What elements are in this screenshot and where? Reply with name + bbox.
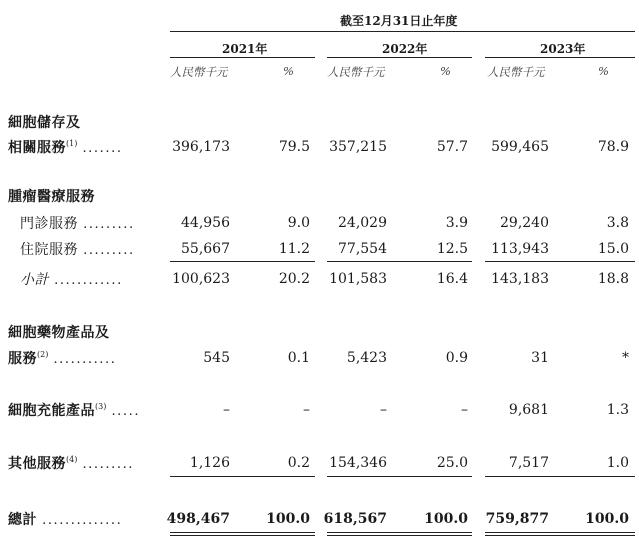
- total-double-rule: [327, 532, 472, 533]
- row-label-cell-drug-line2: 服務: [8, 351, 37, 367]
- cell: 3.8: [606, 215, 629, 231]
- unit-rmb-2022: 人民幣千元: [327, 65, 385, 79]
- cell: 20.2: [278, 271, 310, 287]
- row-label-text: 小計: [20, 272, 49, 288]
- cell: 0.1: [287, 350, 310, 366]
- cell: 357,215: [329, 139, 387, 155]
- cell: –: [380, 402, 387, 418]
- unit-pct-2023: %: [598, 64, 609, 78]
- leader-dots: ............: [54, 273, 123, 288]
- footnote-marker-3: (3): [95, 402, 107, 411]
- cell: 79.5: [278, 139, 310, 155]
- cell: 18.8: [597, 271, 629, 287]
- subtotal-rule: [327, 261, 472, 262]
- cell: 1.0: [606, 455, 629, 471]
- row-label-text: 門診服務: [20, 216, 78, 232]
- leader-dots: .........: [83, 217, 135, 232]
- cell: 1.3: [606, 402, 629, 418]
- cell: 15.0: [597, 241, 629, 257]
- cell: 77,554: [338, 241, 387, 257]
- row-label-cell-storage-line2: 相關服務: [8, 140, 66, 156]
- cell: *: [622, 350, 629, 366]
- cell: 12.5: [436, 241, 468, 257]
- total-top-rule: [485, 476, 635, 477]
- cell: 5,423: [346, 350, 387, 366]
- unit-pct-2021: %: [283, 64, 294, 78]
- year-2022-header: 2022年: [382, 42, 428, 56]
- row-label-inpatient: [20, 239, 135, 259]
- section-label-oncology: 腫瘤醫療服務: [8, 189, 95, 205]
- cell: 78.9: [597, 139, 629, 155]
- cell: –: [461, 402, 468, 418]
- cell: 9,681: [508, 402, 549, 418]
- unit-pct-2022: %: [440, 64, 451, 78]
- subtotal-rule: [485, 261, 635, 262]
- row-label-cell-drug: [8, 348, 117, 368]
- cell: 25.0: [436, 455, 468, 471]
- year-2023-header: 2023年: [540, 42, 586, 56]
- leader-dots: ..............: [42, 513, 123, 528]
- leader-dots: .......: [82, 141, 123, 156]
- cell: 24,029: [338, 215, 387, 231]
- cell: 1,126: [189, 455, 230, 471]
- cell: 44,956: [181, 215, 230, 231]
- cell: 100.0: [585, 511, 629, 527]
- leader-dots: .....: [111, 404, 141, 419]
- cell: 154,346: [329, 455, 387, 471]
- cell: 31: [531, 350, 549, 366]
- cell: 7,517: [508, 455, 549, 471]
- cell: 57.7: [436, 139, 468, 155]
- cell: 113,943: [491, 241, 549, 257]
- row-label-outpatient: [20, 213, 135, 233]
- row-label-cell-storage-line1: 細胞儲存及: [8, 115, 81, 131]
- total-double-rule: [170, 532, 315, 533]
- cell: 143,183: [491, 271, 549, 287]
- unit-rmb-2021: 人民幣千元: [170, 65, 228, 79]
- unit-rmb-2023: 人民幣千元: [487, 65, 545, 79]
- footnote-marker-2: (2): [37, 350, 49, 359]
- year-2023-rule: [485, 57, 635, 58]
- leader-dots: .........: [83, 243, 135, 258]
- footnote-marker-4: (4): [66, 455, 78, 464]
- leader-dots: ...........: [53, 352, 117, 367]
- cell: 599,465: [491, 139, 549, 155]
- subtotal-rule: [170, 261, 315, 262]
- period-rule: [170, 31, 635, 32]
- year-2021-rule: [170, 57, 315, 58]
- cell: 0.2: [287, 455, 310, 471]
- row-label-total: [8, 509, 122, 529]
- footnote-marker-1: (1): [66, 139, 78, 148]
- period-header: 截至12月31日止年度: [340, 14, 458, 28]
- cell: 55,667: [181, 241, 230, 257]
- cell: 101,583: [329, 271, 387, 287]
- leader-dots: .........: [82, 457, 135, 472]
- cell: 396,173: [172, 139, 230, 155]
- total-top-rule: [327, 476, 472, 477]
- row-label-cell-storage: [8, 137, 123, 157]
- cell: 100,623: [172, 271, 230, 287]
- cell: 759,877: [485, 511, 549, 527]
- cell: 9.0: [287, 215, 310, 231]
- row-label-text: 住院服務: [20, 242, 78, 258]
- cell: 498,467: [166, 511, 230, 527]
- year-2022-rule: [327, 57, 472, 58]
- row-label-text: 細胞充能產品: [8, 403, 95, 419]
- total-double-rule: [485, 535, 635, 536]
- cell: 11.2: [278, 241, 310, 257]
- total-double-rule: [485, 532, 635, 533]
- cell: 16.4: [436, 271, 468, 287]
- row-label-cell-enabling: [8, 400, 140, 420]
- cell: 0.9: [445, 350, 468, 366]
- cell: –: [223, 402, 230, 418]
- cell: 618,567: [323, 511, 387, 527]
- cell: 3.9: [445, 215, 468, 231]
- row-label-text: 總計: [8, 512, 37, 528]
- cell: 29,240: [500, 215, 549, 231]
- cell: –: [303, 402, 310, 418]
- total-double-rule: [170, 535, 315, 536]
- cell: 100.0: [266, 511, 310, 527]
- cell: 100.0: [424, 511, 468, 527]
- row-label-text: 其他服務: [8, 456, 66, 472]
- row-label-subtotal: [20, 269, 123, 289]
- row-label-cell-drug-line1: 細胞藥物產品及: [8, 325, 110, 341]
- total-double-rule: [327, 535, 472, 536]
- total-top-rule: [170, 476, 315, 477]
- cell: 545: [203, 350, 230, 366]
- row-label-other: [8, 453, 134, 473]
- year-2021-header: 2021年: [222, 42, 268, 56]
